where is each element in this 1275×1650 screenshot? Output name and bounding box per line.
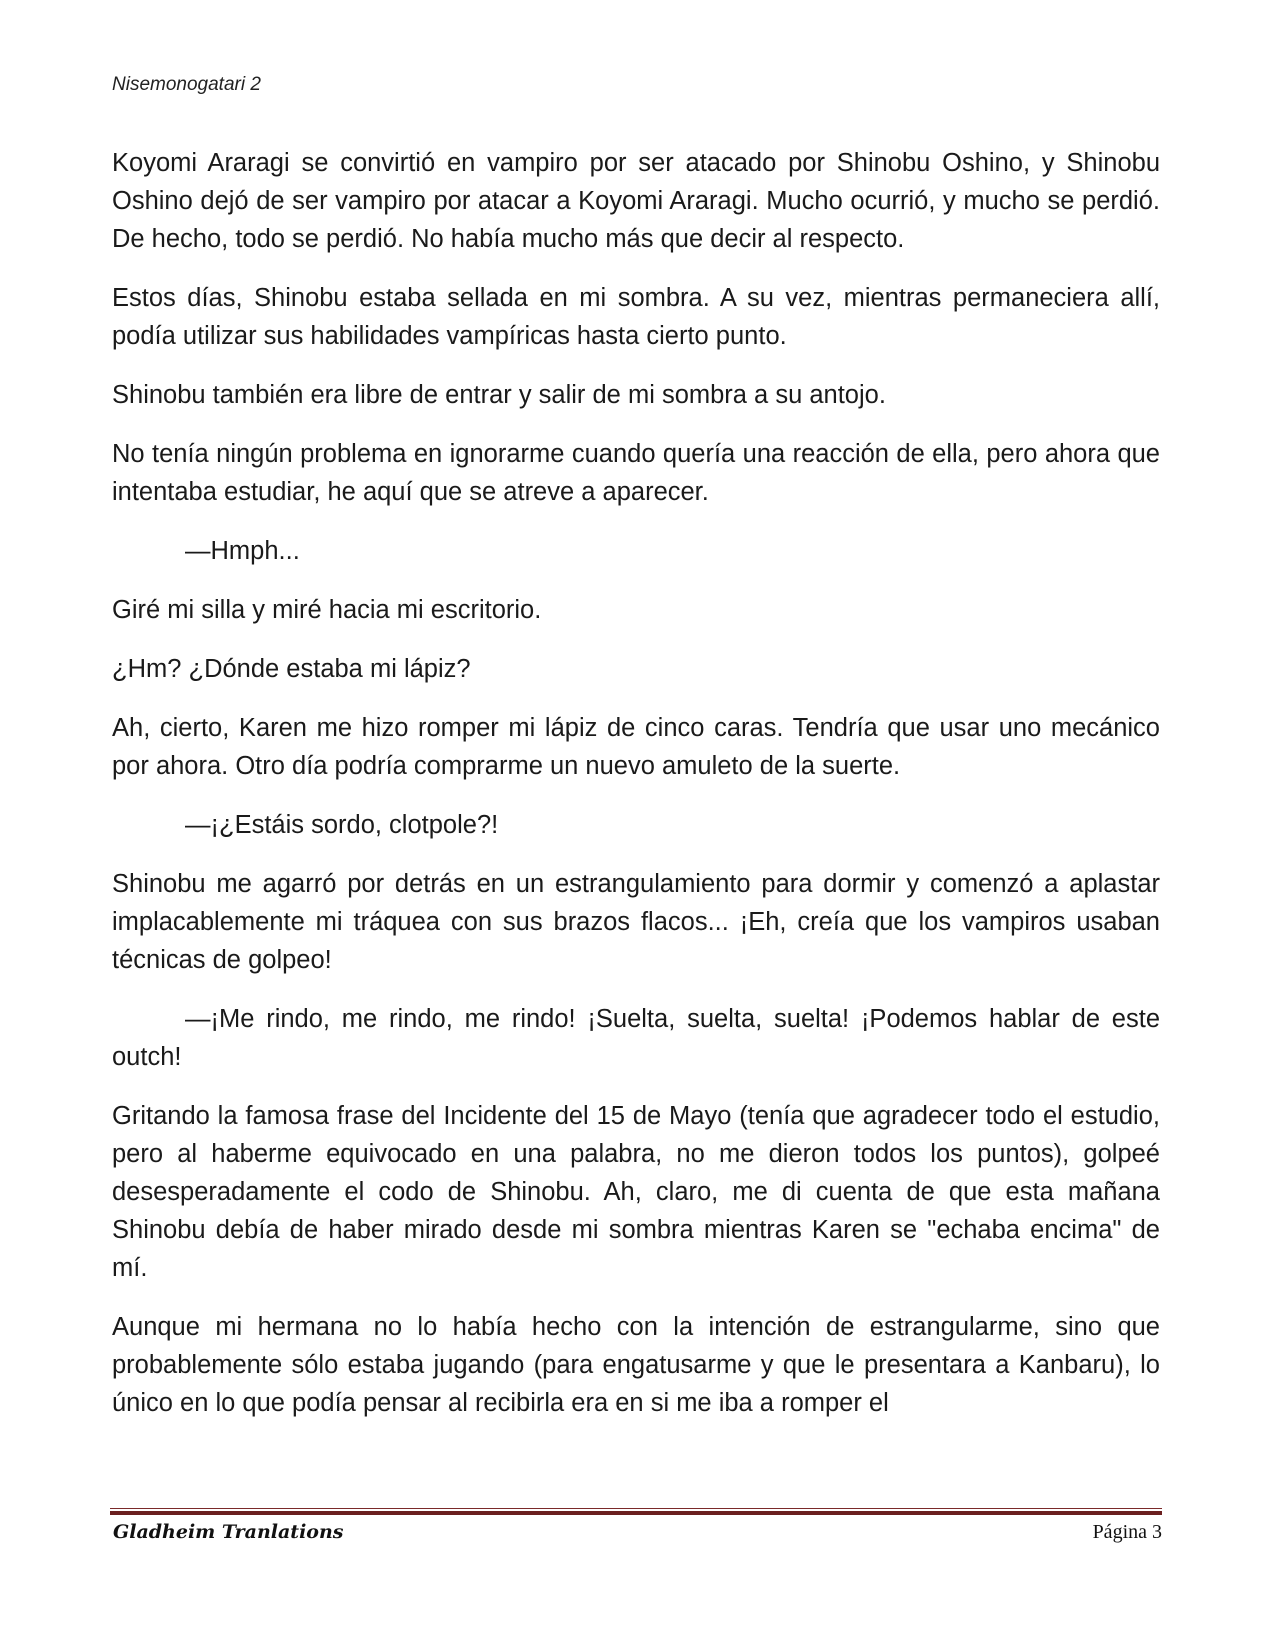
dialogue-line: —¡¿Estáis sordo, clotpole?! bbox=[185, 811, 499, 839]
footer-rule bbox=[110, 1508, 1162, 1516]
running-header: Nisemonogatari 2 bbox=[112, 74, 261, 95]
paragraph: Aunque mi hermana no lo había hecho con la intención de estrangularme, sino que probablemente sólo estaba jugando (para engatusarme y que le presentara a Kanbaru), lo único en lo que podía pensar al recibirla era en si me iba a romper el bbox=[112, 1313, 1160, 1417]
dialogue-line: —¡Me rindo, me rindo, me rindo! ¡Suelta, suelta, suelta! ¡Podemos hablar de este outch! bbox=[112, 1005, 1160, 1071]
body-text bbox=[112, 144, 1160, 1443]
footer-translator-credit: Gladheim Tranlations bbox=[113, 1521, 344, 1543]
paragraph: Ah, cierto, Karen me hizo romper mi lápiz de cinco caras. Tendría que usar uno mecánico por ahora. Otro día podría comprarme un nuevo amuleto de la suerte. bbox=[112, 714, 1160, 780]
paragraph: Shinobu me agarró por detrás en un estrangulamiento para dormir y comenzó a aplastar implacablemente mi tráquea con sus brazos flacos... ¡Eh, creía que los vampiros usaban técnicas de golpeo! bbox=[112, 870, 1160, 974]
paragraph: ¿Hm? ¿Dónde estaba mi lápiz? bbox=[112, 655, 471, 683]
footer-page-number: Página 3 bbox=[1092, 1521, 1162, 1543]
footer-rule-thick-line bbox=[110, 1511, 1162, 1515]
paragraph: Giré mi silla y miré hacia mi escritorio. bbox=[112, 596, 542, 624]
footer-rule-thin-line bbox=[110, 1508, 1162, 1509]
paragraph: Gritando la famosa frase del Incidente del 15 de Mayo (tenía que agradecer todo el estudio, pero al haberme equivocado en una palabra, no me dieron todos los puntos), golpeé desesperadamente el codo de Shinobu. Ah, claro, me di cuenta de que esta mañana Shinobu debía de haber mirado desde mi sombra mientras Karen se "echaba encima" de mí. bbox=[112, 1102, 1160, 1282]
paragraph: No tenía ningún problema en ignorarme cuando quería una reacción de ella, pero ahora que intentaba estudiar, he aquí que se atreve a aparecer. bbox=[112, 440, 1160, 506]
paragraph: Shinobu también era libre de entrar y salir de mi sombra a su antojo. bbox=[112, 381, 886, 409]
paragraph: Koyomi Araragi se convirtió en vampiro por ser atacado por Shinobu Oshino, y Shinobu Oshino dejó de ser vampiro por atacar a Koyomi Araragi. Mucho ocurrió, y mucho se perdió. De hecho, todo se perdió. No había mucho más que decir al respecto. bbox=[112, 149, 1160, 253]
dialogue-line: —Hmph... bbox=[185, 537, 300, 565]
paragraph: Estos días, Shinobu estaba sellada en mi sombra. A su vez, mientras permaneciera allí, podía utilizar sus habilidades vampíricas hasta cierto punto. bbox=[112, 284, 1160, 350]
